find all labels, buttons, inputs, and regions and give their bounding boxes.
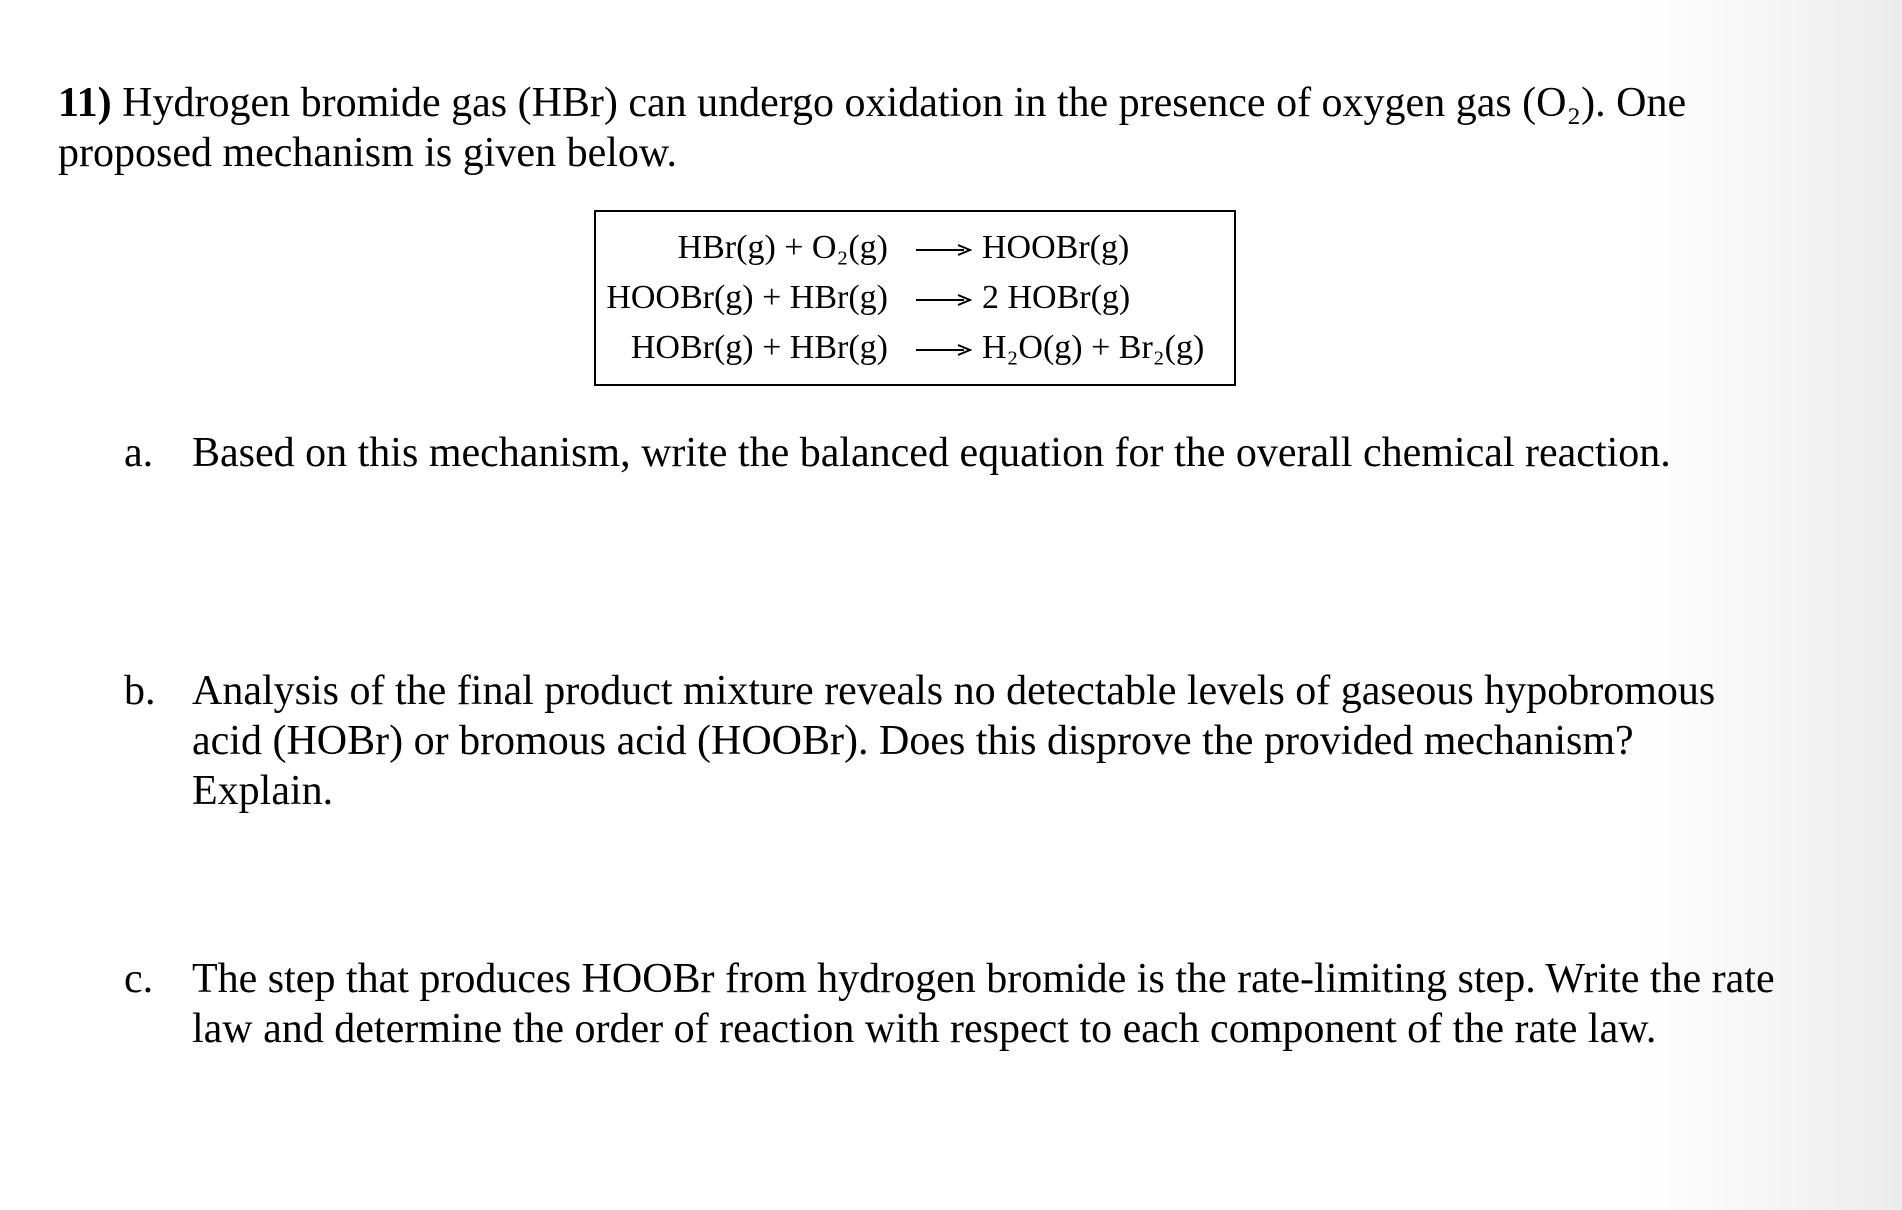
- part-b-text: Analysis of the final product mixture reveals no detectable levels of gaseous hypobromous acid (HOBr) or bromous acid (HOOBr). Does this disprove the provided mechanism? Explain.: [192, 668, 1716, 814]
- reaction-arrow-icon: [914, 274, 972, 322]
- part-b-label: b.: [124, 668, 156, 714]
- mechanism-step-1: [596, 224, 1234, 272]
- question-number: 11): [58, 80, 112, 126]
- step-3-products: H₂O(g) + Br₂(g): [982, 329, 1205, 366]
- step-2-products: 2 HOBr(g): [982, 279, 1131, 316]
- step-2-reactants: HOOBr(g) + HBr(g): [606, 279, 888, 316]
- part-a-label: a.: [124, 430, 154, 476]
- mechanism-box: [594, 210, 1236, 386]
- reaction-arrow-icon: [914, 224, 972, 272]
- step-1-reactants: HBr(g) + O₂(g): [677, 229, 888, 266]
- mechanism-step-3: [596, 324, 1234, 372]
- question-prompt: [58, 78, 1778, 178]
- reaction-arrow-icon: [914, 324, 972, 372]
- step-3-reactants: HOBr(g) + HBr(g): [630, 329, 888, 366]
- mechanism-step-2: [596, 274, 1234, 322]
- part-a-text: Based on this mechanism, write the balanced equation for the overall chemical reaction.: [192, 430, 1671, 476]
- question-text: Hydrogen bromide gas (HBr) can undergo oxidation in the presence of oxygen gas (O₂). One proposed mechanism is given below.: [58, 80, 1687, 176]
- part-c-text: The step that produces HOOBr from hydrogen bromide is the rate-limiting step. Write the rate law and determine the order of reaction with respect to each component of the rate law.: [192, 956, 1775, 1052]
- step-1-products: HOOBr(g): [982, 229, 1130, 266]
- part-c-label: c.: [124, 956, 154, 1002]
